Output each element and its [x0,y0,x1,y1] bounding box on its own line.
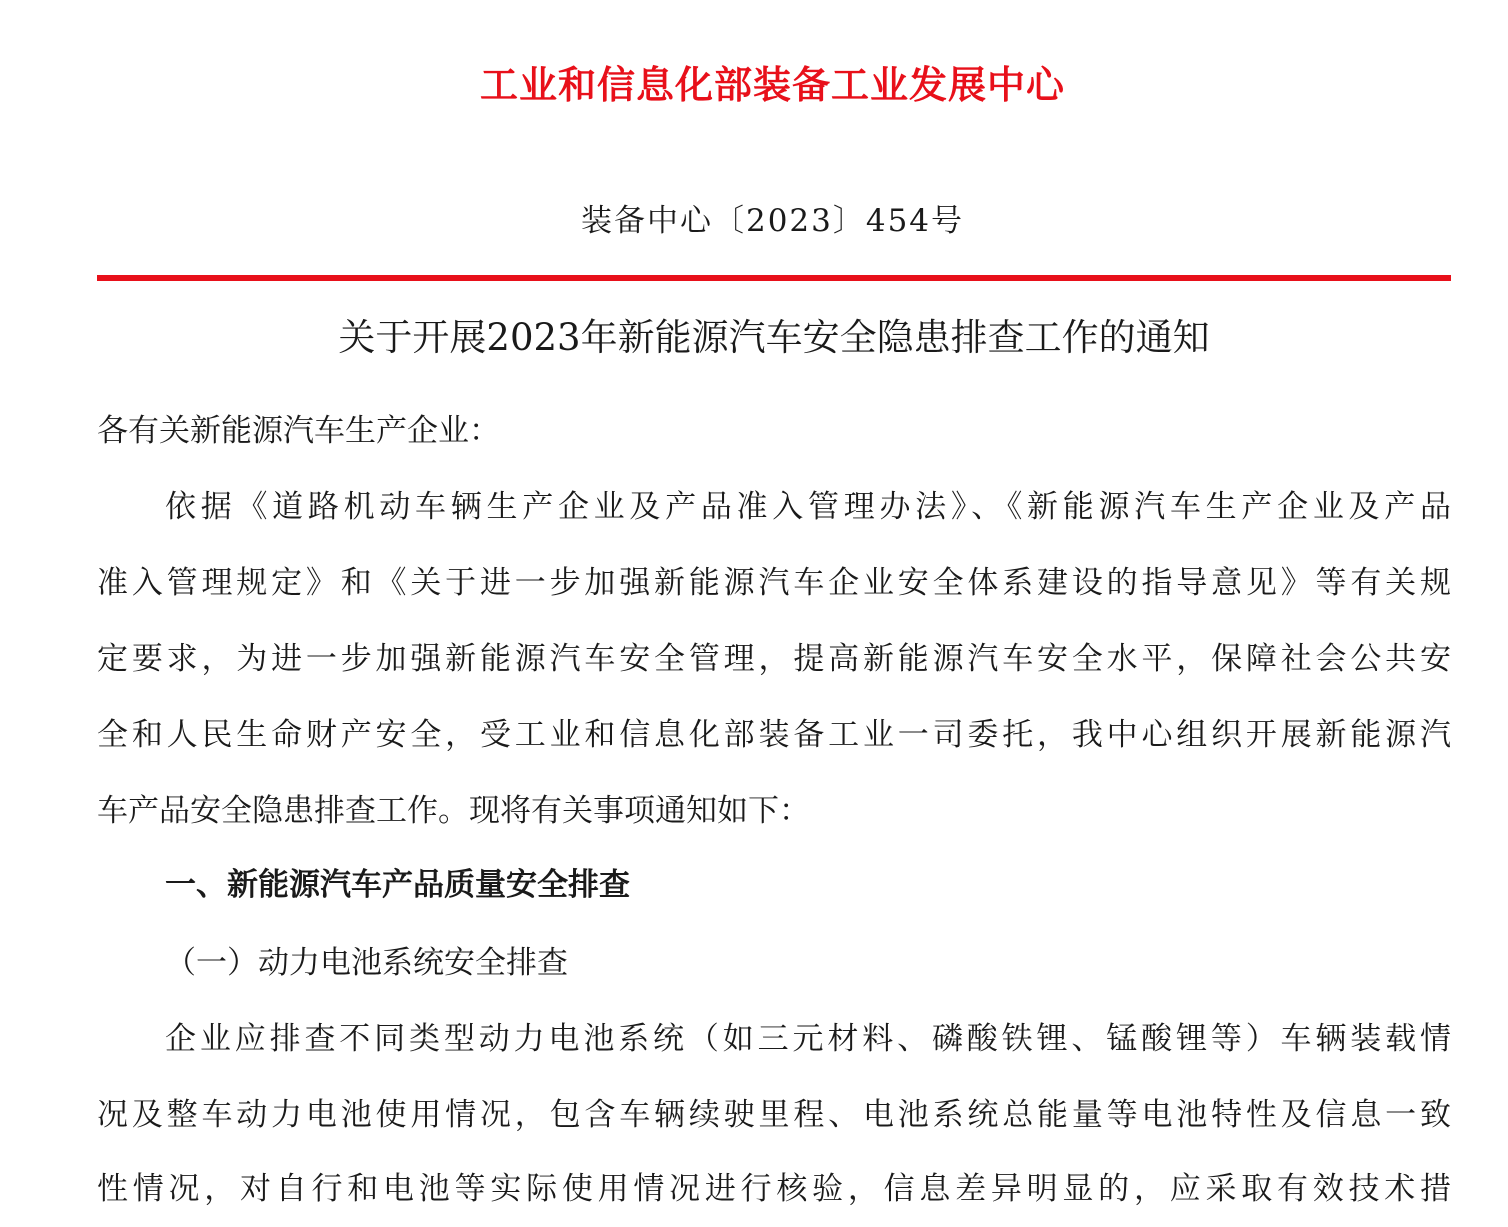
red-divider-line [97,275,1451,281]
subsection-1-heading: （一）动力电池系统安全排查 [165,945,568,981]
document-title: 关于开展2023年新能源汽车安全隐患排查工作的通知 [338,316,1210,359]
paragraph-1-line-1: 依据《道路机动车辆生产企业及产品准入管理办法》、《新能源汽车生产企业及产品 [165,489,1451,525]
paragraph-1-line-2: 准入管理规定》和《关于进一步加强新能源汽车企业安全体系建设的指导意见》等有关规 [97,565,1451,601]
paragraph-1-line-4: 全和人民生命财产安全，受工业和信息化部装备工业一司委托，我中心组织开展新能源汽 [97,717,1451,753]
section-1-heading: 一、新能源汽车产品质量安全排查 [165,867,630,903]
paragraph-1-line-5: 车产品安全隐患排查工作。现将有关事项通知如下： [97,793,810,829]
paragraph-1-line-3: 定要求，为进一步加强新能源汽车安全管理，提高新能源汽车安全水平，保障社会公共安 [97,641,1451,677]
issuer-title: 工业和信息化部装备工业发展中心 [479,63,1065,107]
paragraph-2-line-3: 性情况，对自行和电池等实际使用情况进行核验，信息差异明显的，应采取有效技术措 [97,1171,1451,1207]
paragraph-2-line-1: 企业应排查不同类型动力电池系统（如三元材料、磷酸铁锂、锰酸锂等）车辆装载情 [165,1021,1451,1057]
document-number: 装备中心〔2023〕454号 [580,203,965,239]
salutation: 各有关新能源汽车生产企业： [97,413,500,449]
paragraph-2-line-2: 况及整车动力电池使用情况，包含车辆续驶里程、电池系统总能量等电池特性及信息一致 [97,1097,1451,1133]
